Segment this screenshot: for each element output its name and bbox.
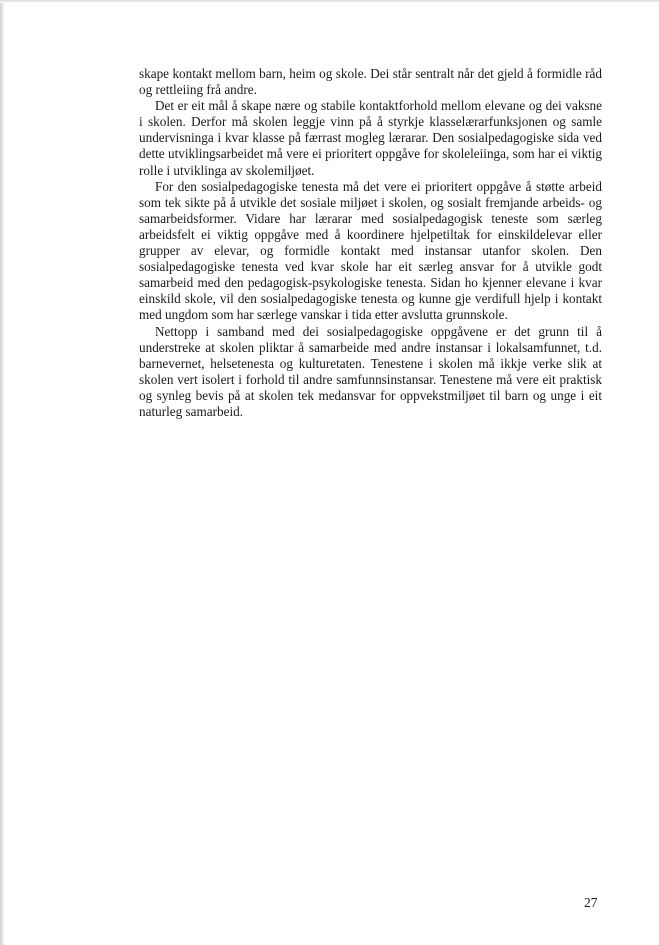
paragraph-contact-relations: Det er eit mål å skape nære og stabile kontaktforhold mellom elevane og dei vaksne i skolen. Derfor må skolen leggje vinn på å styrkje klasselærarfunksjonen og samle undervisninga i kvar klasse på færrast mogleg lærarar. Den sosialpedagogiske sida ved dette utviklingsarbeidet må vere ei prioritert oppgåve for skoleleiinga, som har ei viktig rolle i utviklinga av skolemiljøet. bbox=[139, 98, 602, 178]
paragraph-social-pedagogical-service: For den sosialpedagogiske tenesta må det vere ei prioritert oppgåve å støtte arbeid som tek sikte på å utvikle det sosiale miljøet i skolen, og sosialt fremjande arbeids- og samarbeidsformer. Vidare har lærarar med sosialpedagogisk teneste som særleg arbeidsfelt ei viktig oppgåve med å koordinere hjelpetiltak for einskildelevar eller grupper av elevar, og formidle kontakt med instansar utanfor skolen. Den sosialpedagogiske tenesta ved kvar skole har eit særleg ansvar for å utvikle godt samarbeid med den pedagogisk-psykologiske tenesta. Sidan ho kjenner elevane i kvar einskild skole, vil den sosialpedagogiske tenesta og kunne gje verdifull hjelp i kontakt med ungdom som har særlege vanskar i tida etter avslutta grunnskole. bbox=[139, 178, 602, 323]
page-number: 27 bbox=[584, 895, 598, 910]
body-text bbox=[139, 66, 602, 420]
page-top-edge bbox=[0, 0, 659, 3]
paragraph-continued: skape kontakt mellom barn, heim og skole. Dei står sentralt når det gjeld å formidle råd og rettleiing frå andre. bbox=[139, 66, 602, 98]
paragraph-cooperation: Nettopp i samband med dei sosialpedagogiske oppgåvene er det grunn til å understreke at skolen pliktar å samarbeide med andre instansar i lokalsamfunnet, t.d. barnevernet, helsetenesta og kulturetaten. Tenestene i skolen må ikkje verke slik at skolen vert isolert i forhold til andre samfunnsinstansar. Tenestene må vere eit praktisk og synleg bevis på at skolen tek medansvar for oppvekstmiljøet til barn og unge i eit naturleg samarbeid. bbox=[139, 323, 602, 419]
page-edge-shadow bbox=[0, 0, 4, 945]
